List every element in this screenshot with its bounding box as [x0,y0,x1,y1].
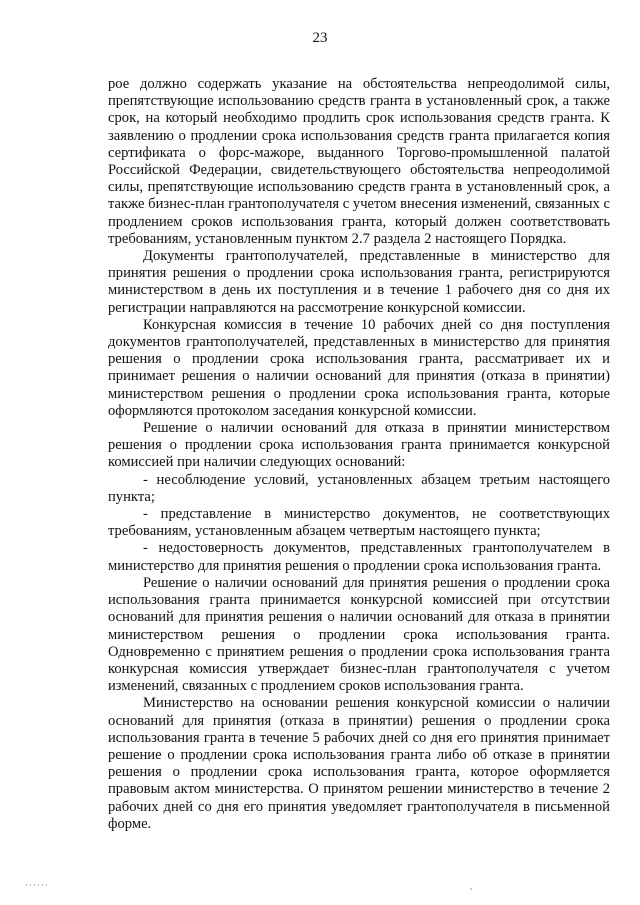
list-item-unreliable-documents: - недостоверность документов, представленных грантополучателем в министерство для принятия решения о продлении срока использования гранта. [108,540,610,574]
paragraph-acceptance-grounds: Решение о наличии оснований для принятия решения о продлении срока использования гранта принимается конкурсной комиссией при отсутствии оснований для принятия решения о наличии оснований для отказа в принятии министерством решения о продлении срока использования гранта. Одновременно с принятием решения о продлении срока использования гранта конкурсная комиссия утверждает бизнес-план грантополучателя с учетом изменений, связанных с продлением сроков использования гранта. [108,574,610,695]
list-item-nonconforming-documents: - представление в министерство документов, не соответствующих требованиям, установленным абзацем четвертым настоящего пункта; [108,506,610,540]
paragraph-ministry-decision: Министерство на основании решения конкурсной комиссии о наличии оснований для принятия (отказа в принятии) решения о продлении срока использования гранта в течение 5 рабочих дней со дня его принятия принимает решение о продлении срока использования гранта либо об отказе в принятии решения о продлении срока использования гранта, которое оформляется правовым актом министерства. О принятом решении министерство в течение 2 рабочих дней со дня его принятия уведомляет грантополучателя в письменной форме. [108,695,610,832]
scan-noise [470,888,472,890]
paragraph-document-registration: Документы грантополучателей, представленные в министерство для принятия решения о продлении срока использования гранта, регистрируются министерством в день их поступления и в течение 1 рабочего дня со дня их регистрации направляются на рассмотрение конкурсной комиссии. [108,248,610,316]
scan-noise [26,884,48,886]
paragraph-refusal-grounds: Решение о наличии оснований для отказа в принятии министерством решения о продлении срока использования гранта принимается конкурсной комиссией при наличии следующих оснований: [108,420,610,471]
document-body [108,76,610,833]
paragraph-continuation: рое должно содержать указание на обстоятельства непреодолимой силы, препятствующие использованию средств гранта в установленный срок, а также срок, на который необходимо продлить срок использования средств гранта. К заявлению о продлении срока использования средств гранта прилагается копия сертификата о форс-мажоре, выданного Торгово-промышленной палатой Российской Федерации, свидетельствующего обстоятельства непреодолимой силы, препятствующие использованию средств гранта в установленный срок, а также бизнес-план грантополучателя с учетом внесения изменений, связанных с продлением сроков использования гранта, который должен соответствовать требованиям, установленным пунктом 2.7 раздела 2 настоящего Порядка. [108,76,610,247]
page-number: 23 [312,30,328,46]
paragraph-commission-review: Конкурсная комиссия в течение 10 рабочих дней со дня поступления документов грантополучателей, представленных в министерство для принятия решения о продлении срока использования гранта, рассматривает их и принимает решения о наличии оснований для принятия (отказа в принятии) министерством решения о продлении срока использования гранта, которые оформляются протоколом заседания конкурсной комиссии. [108,316,610,419]
list-item-noncompliance: - несоблюдение условий, установленных абзацем третьим настоящего пункта; [108,471,610,505]
